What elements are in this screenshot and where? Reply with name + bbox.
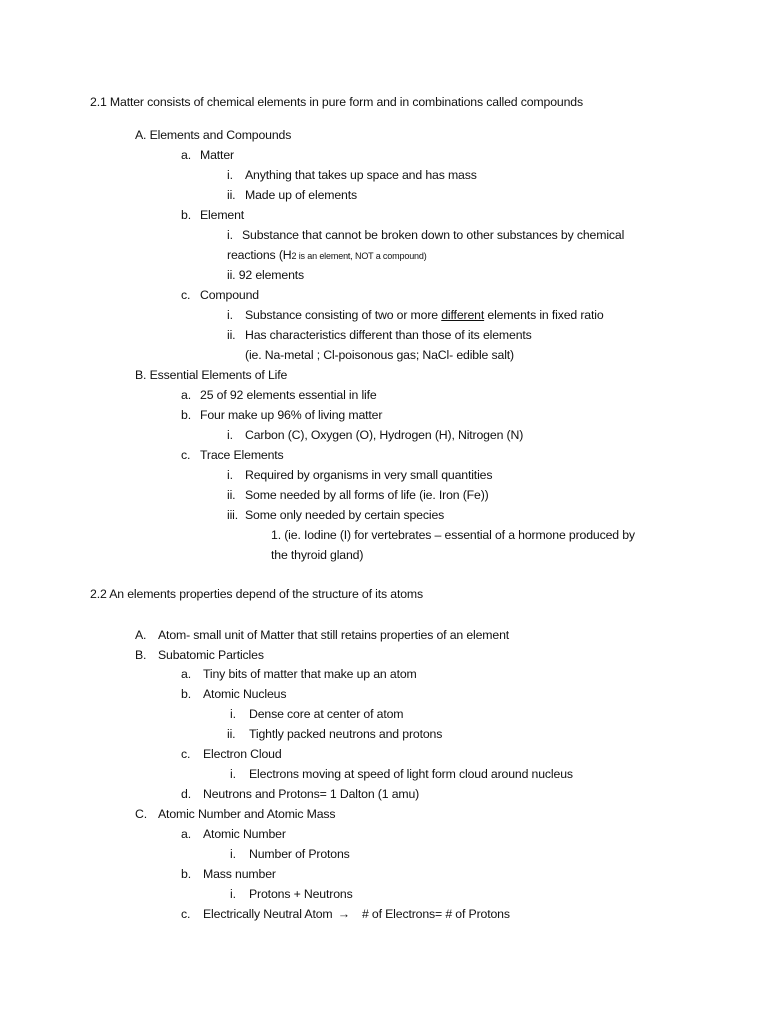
outline-marker: d.: [181, 787, 191, 801]
outline-label: Trace Elements: [200, 448, 284, 462]
outline-label: Made up of elements: [245, 188, 357, 202]
outline-label: Carbon (C), Oxygen (O), Hydrogen (H), Nitrogen (N): [245, 428, 524, 442]
outline-marker: C.: [135, 807, 147, 821]
outline-marker: c.: [181, 288, 191, 302]
outline-item: [181, 207, 244, 223]
outline-label: Atomic Number and Atomic Mass: [158, 807, 336, 821]
outline-label: Electron Cloud: [203, 747, 282, 761]
section-heading: 2.1 Matter consists of chemical elements in pure form and in combinations called compounds: [90, 95, 583, 109]
outline-item: [227, 307, 604, 323]
outline-item: [181, 826, 286, 842]
outline-label: Compound: [200, 288, 259, 302]
outline-item: B. Essential Elements of Life: [135, 368, 288, 382]
outline-item: [227, 507, 444, 523]
outline-marker: b.: [181, 208, 191, 222]
outline-marker: i.: [230, 887, 236, 901]
outline-label-pre: Substance consisting of two or more: [245, 308, 442, 322]
outline-item: [181, 387, 377, 403]
outline-label: Tiny bits of matter that make up an atom: [203, 667, 417, 681]
outline-marker: c.: [181, 907, 191, 921]
outline-item: [181, 786, 419, 802]
outline-marker: b.: [181, 687, 191, 701]
outline-item: [227, 327, 532, 343]
outline-marker: a.: [181, 388, 191, 402]
outline-continuation: (ie. Na-metal ; Cl-poisonous gas; NaCl- edible salt): [245, 348, 514, 362]
outline-item: [181, 666, 417, 682]
outline-marker: ii.: [227, 328, 236, 342]
outline-item: ii. 92 elements: [227, 268, 305, 282]
outline-label: Four make up 96% of living matter: [200, 408, 383, 422]
outline-marker: ii.: [227, 188, 236, 202]
outline-item: [135, 127, 291, 143]
outline-label: Atom- small unit of Matter that still retains properties of an element: [158, 628, 510, 642]
outline-label: Dense core at center of atom: [249, 707, 404, 721]
outline-label: Electrons moving at speed of light form cloud around nucleus: [249, 767, 573, 781]
outline-marker: B.: [135, 648, 147, 662]
outline-item: [181, 746, 282, 762]
outline-label: Substance that cannot be broken down to other substances by chemical: [242, 228, 625, 242]
outline-marker: i.: [227, 308, 233, 322]
outline-item: [181, 866, 276, 882]
outline-item: [181, 147, 234, 163]
outline-marker: i.: [227, 468, 233, 482]
outline-item: [181, 686, 286, 702]
outline-label: Elements and Compounds: [149, 128, 292, 142]
outline-label: Neutrons and Protons= 1 Dalton (1 amu): [203, 787, 420, 801]
outline-item: [230, 886, 353, 902]
outline-item: [227, 167, 477, 183]
outline-item: [230, 846, 350, 862]
outline-label-post: elements in fixed ratio: [484, 308, 604, 322]
outline-marker: c.: [181, 448, 191, 462]
outline-marker: a.: [181, 667, 191, 681]
outline-label: Element: [200, 208, 245, 222]
outline-label: Some only needed by certain species: [245, 508, 445, 522]
outline-continuation: [227, 247, 427, 264]
outline-label: Protons + Neutrons: [249, 887, 353, 901]
outline-item: [135, 647, 264, 663]
outline-continuation: the thyroid gland): [271, 548, 364, 562]
right-arrow-icon: →: [337, 907, 350, 921]
section-heading: 2.2 An elements properties depend of the structure of its atoms: [90, 587, 424, 601]
outline-item: [181, 447, 284, 463]
outline-item: [135, 806, 335, 822]
outline-label: 25 of 92 elements essential in life: [200, 388, 377, 402]
outline-label: Anything that takes up space and has mass: [245, 168, 477, 182]
outline-marker: i.: [230, 847, 236, 861]
outline-marker: c.: [181, 747, 191, 761]
outline-label: Mass number: [203, 867, 276, 881]
outline-item: [181, 287, 259, 303]
outline-item: [181, 407, 382, 423]
outline-marker: a.: [181, 148, 191, 162]
outline-label: Electrically Neutral Atom: [203, 907, 333, 921]
outline-item: [227, 487, 489, 503]
outline-marker: b.: [181, 408, 191, 422]
outline-label-tail: # of Electrons= # of Protons: [361, 907, 510, 921]
outline-marker: ii.: [227, 727, 236, 741]
outline-item: [230, 706, 403, 722]
outline-label: Subatomic Particles: [158, 648, 264, 662]
outline-marker: b.: [181, 867, 191, 881]
outline-marker: A.: [135, 128, 147, 142]
outline-marker: ii.: [227, 488, 236, 502]
underlined-word: different: [441, 308, 485, 322]
outline-marker: A.: [135, 628, 147, 642]
outline-marker: i.: [227, 428, 233, 442]
outline-label: Matter: [200, 148, 234, 162]
outline-item: [181, 906, 510, 922]
outline-item: [230, 766, 573, 782]
outline-marker: i.: [230, 767, 236, 781]
outline-label: Required by organisms in very small quantities: [245, 468, 493, 482]
outline-item: [227, 726, 442, 742]
outline-label: Some needed by all forms of life (ie. Iron (Fe)): [245, 488, 489, 502]
outline-label: Tightly packed neutrons and protons: [249, 727, 443, 741]
outline-label: Has characteristics different than those of its elements: [245, 328, 532, 342]
outline-item: [227, 187, 357, 203]
continuation-text: reactions (H: [227, 248, 292, 262]
outline-label: Atomic Nucleus: [203, 687, 287, 701]
outline-marker: i.: [227, 168, 233, 182]
outline-marker: i.: [230, 707, 236, 721]
outline-marker: iii.: [227, 508, 239, 522]
outline-item: [227, 467, 492, 483]
outline-marker: a.: [181, 827, 191, 841]
outline-item: 1. (ie. Iodine (I) for vertebrates – essential of a hormone produced by: [271, 528, 635, 542]
outline-label: Number of Protons: [249, 847, 350, 861]
outline-item: [135, 627, 509, 643]
outline-item: [227, 227, 624, 243]
continuation-note: 2 is an element, NOT a compound): [291, 251, 427, 261]
outline-item: [227, 427, 523, 443]
outline-label: Atomic Number: [203, 827, 286, 841]
outline-marker: i.: [227, 228, 233, 242]
